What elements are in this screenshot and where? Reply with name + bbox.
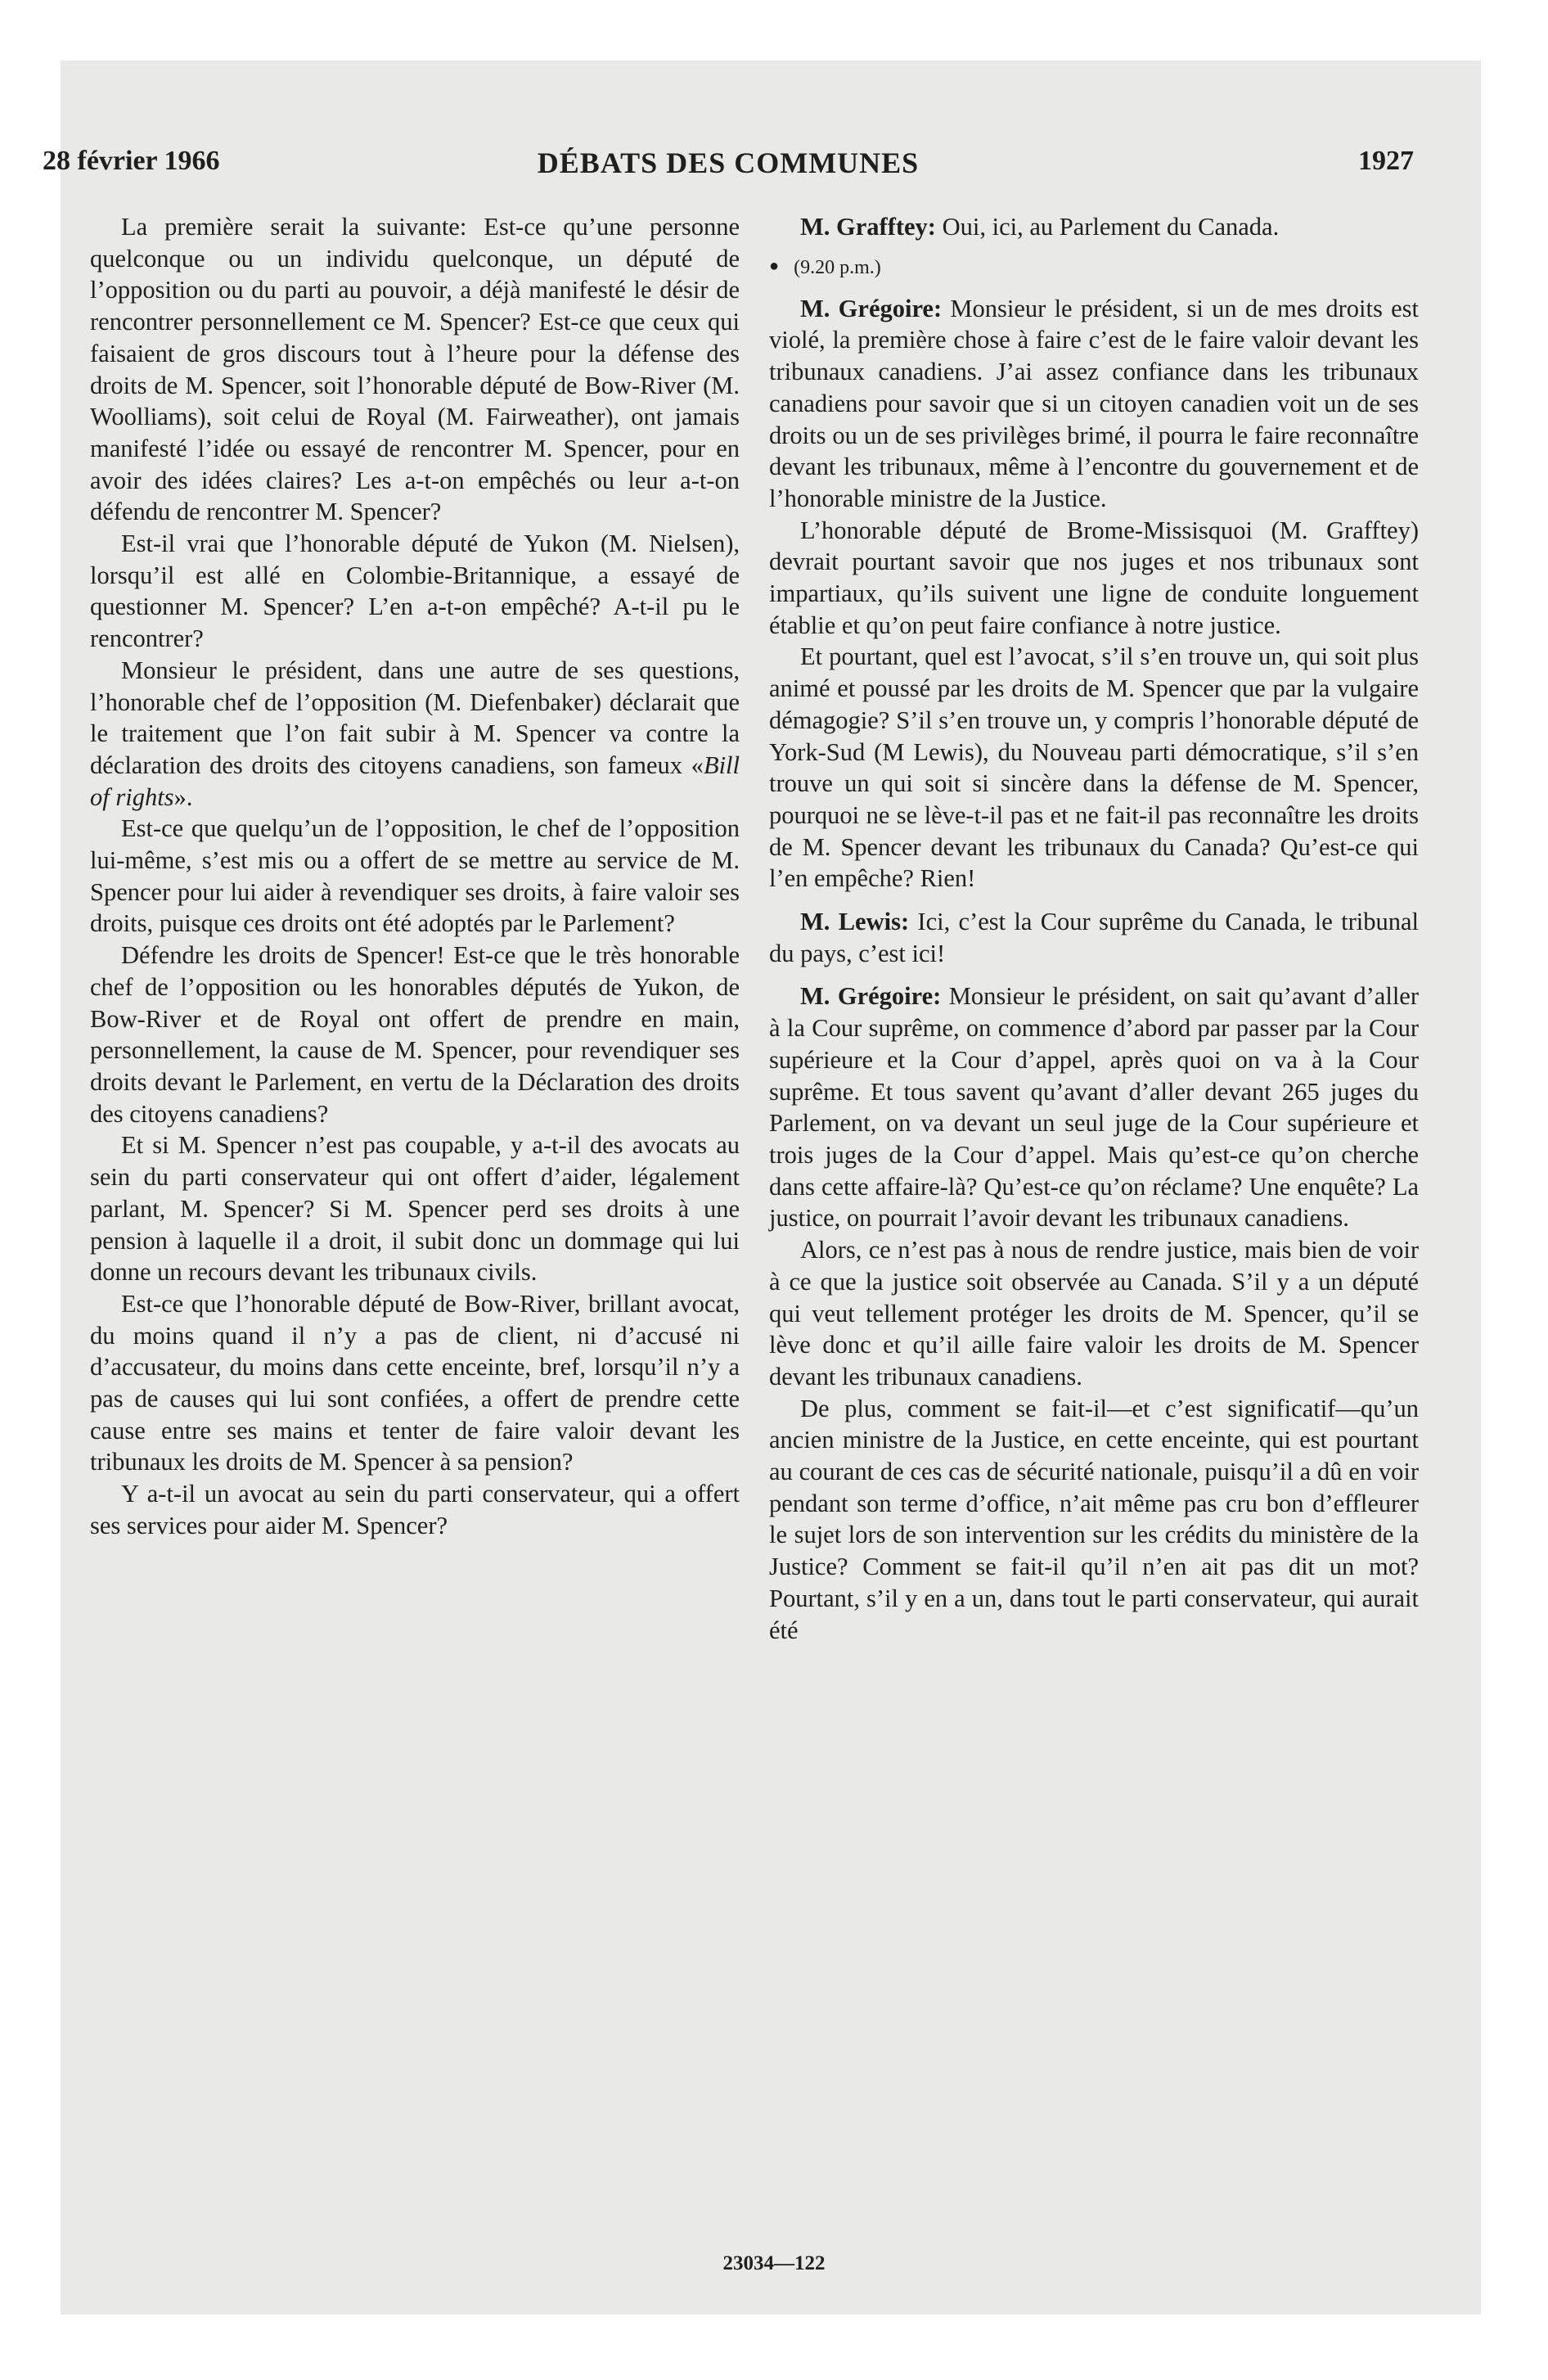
speech-text: Ici, c’est la Cour suprême du Canada, le tribunal du pays, c’est ici! (769, 908, 1419, 967)
left-column (90, 211, 740, 1542)
header-title: DÉBATS DES COMMUNES (537, 146, 920, 179)
paragraph-text: Monsieur le président, dans une autre de ses questions, l’honorable chef de l’opposition (M. Diefenbaker) déclarait que le traitement que l’on fait subir à M. Spencer va contre la déclaration des droits des citoyens canadiens, son fameux « (90, 656, 740, 779)
speech-gregoire (769, 293, 1419, 515)
header-date: 28 février 1966 (43, 146, 220, 176)
speaker-name: M. Grafftey: (800, 213, 936, 241)
paragraph: Et si M. Spencer n’est pas coupable, y a-t-il des avocats au sein du parti conservateur qui ont offert d’aider, légalement parlant, M. Spencer? Si M. Spencer perd ses droits à une pension à laquelle il a droit, il subit donc un dommage qui lui donne un recours devant les tribunaux civils. (90, 1131, 740, 1287)
page-header (43, 146, 1414, 195)
right-column (769, 211, 1419, 1646)
paragraph: Est-ce que quelqu’un de l’opposition, le chef de l’opposition lui-même, s’est mis ou a offert de se mettre au service de M. Spencer pour lui aider à revendiquer ses droits, à faire valoir ses droits, puisque ces droits ont été adoptés par le Parlement? (90, 814, 740, 938)
paragraph: Y a-t-il un avocat au sein du parti conservateur, qui a offert ses services pour aider M. Spencer? (90, 1480, 740, 1539)
speaker-name: M. Grégoire: (800, 982, 942, 1011)
paragraph: Défendre les droits de Spencer! Est-ce que le très honorable chef de l’opposition ou les honorables députés de Yukon, de Bow-River et de Royal ont offert de prendre en main, personnellement, la cause de M. Spencer, pour revendiquer ses droits devant le Parlement, en vertu de la Déclaration des droits des citoyens canadiens? (90, 941, 740, 1128)
paragraph (90, 655, 740, 814)
paragraph: Est-ce que l’honorable député de Bow-River, brillant avocat, du moins quand il n’y a pas de client, ni d’accusé ni d’accusateur, du moins dans cette enceinte, bref, lorsqu’il n’y a pas de causes qui lui sont confiées, a offert de prendre cette cause entre ses mains et tenter de faire valoir devant les tribunaux les droits de M. Spencer à sa pension? (90, 1289, 740, 1476)
speaker-name: M. Lewis: (800, 908, 910, 936)
paragraph: Et pourtant, quel est l’avocat, s’il s’en trouve un, qui soit plus animé et poussé par les droits de M. Spencer que par la vulgaire démagogie? S’il s’en trouve un, y compris l’honorable député de York-Sud (M Lewis), du Nouveau parti démocratique, s’il s’en trouve un qui soit si sincère dans la défense de M. Spencer, pourquoi ne se lève-t-il pas et ne fait-il pas reconnaître les droits de M. Spencer devant les tribunaux du Canada? Qu’est-ce qui l’en empêche? Rien! (769, 642, 1419, 893)
paragraph: La première serait la suivante: Est-ce qu’une personne quelconque ou un individu quelconque, un député de l’opposition ou du parti au pouvoir, a déjà manifesté le désir de rencontrer personnellement ce M. Spencer? Est-ce que ceux qui faisaient de gros discours tout à l’heure pour la défense des droits de M. Spencer, soit l’honorable député de Bow-River (M. Woolliams), soit celui de Royal (M. Fairweather), ont jamais manifesté l’idée ou essayé de rencontrer M. Spencer, pour en avoir des idées claires? Les a-t-on empêchés ou leur a-t-on défendu de rencontrer M. Spencer? (90, 213, 740, 526)
bullet-icon: ● (769, 256, 780, 275)
paragraph: Alors, ce n’est pas à nous de rendre justice, mais bien de voir à ce que la justice soit observée au Canada. S’il y a un député qui veut tellement protéger les droits de M. Spencer, qu’il se lève donc et qu’il aille faire valoir les droits de M. Spencer devant les tribunaux canadiens. (769, 1236, 1419, 1391)
speech-lewis (769, 906, 1419, 969)
time-marker-text: (9.20 p.m.) (794, 256, 881, 278)
speech-grafftey (769, 211, 1419, 243)
paragraph: Est-il vrai que l’honorable député de Yukon (M. Nielsen), lorsqu’il est allé en Colombie-Britannique, a essayé de questionner M. Spencer? L’en a-t-on empêché? A-t-il pu le rencontrer? (90, 530, 740, 653)
paragraph: L’honorable député de Brome-Missisquoi (M. Grafftey) devrait pourtant savoir que nos juges et nos tribunaux sont impartiaux, qu’ils suivent une ligne de conduite longuement établie et qu’on peut faire confiance à notre justice. (769, 516, 1419, 639)
time-marker (769, 253, 1419, 283)
speech-text: Monsieur le président, si un de mes droits est violé, la première chose à faire c’est de le faire valoir devant les tribunaux canadiens. J’ai assez confiance dans les tribunaux canadiens pour savoir que si un citoyen canadien voit un de ses droits ou un de ses privilèges brimé, il pourra le faire reconnaître devant les tribunaux, même à l’encontre du gouvernement et de l’honorable ministre de la Justice. (769, 294, 1419, 512)
speech-text: Oui, ici, au Parlement du Canada. (935, 213, 1280, 241)
paragraph: De plus, comment se fait-il—et c’est significatif—qu’un ancien ministre de la Justice, en cette enceinte, qui est pourtant au courant de ces cas de sécurité nationale, puisqu’il a dû en voir pendant son terme d’office, n’ait même pas cru bon d’effleurer le sujet lors de son intervention sur les crédits du ministère de la Justice? Comment se fait-il qu’il n’en ait pas dit un mot? Pourtant, s’il y en a un, dans tout le parti conservateur, qui aurait été (769, 1394, 1419, 1644)
paragraph-text: ». (173, 782, 193, 811)
speech-text: Monsieur le président, on sait qu’avant d’aller à la Cour suprême, on commence d’abord par passer par la Cour supérieure et la Cour d’appel, après quoi on va à la Cour suprême. Et tous savent qu’avant d’aller devant 265 juges du Parlement, on va devant un seul juge de la Cour supérieure et trois juges de la Cour d’appel. Mais qu’est-ce qu’on cherche dans cette affaire-là? Qu’est-ce qu’on réclame? Une enquête? La justice, on pourrait l’avoir devant les tribunaux canadiens. (769, 982, 1419, 1233)
speaker-name: M. Grégoire: (800, 294, 943, 322)
bill-of-rights-italic: Bill of rights (90, 751, 740, 811)
speech-gregoire-2 (769, 980, 1419, 1234)
footer-code: 23034—122 (722, 2252, 826, 2274)
header-page-number: 1927 (1358, 146, 1414, 176)
